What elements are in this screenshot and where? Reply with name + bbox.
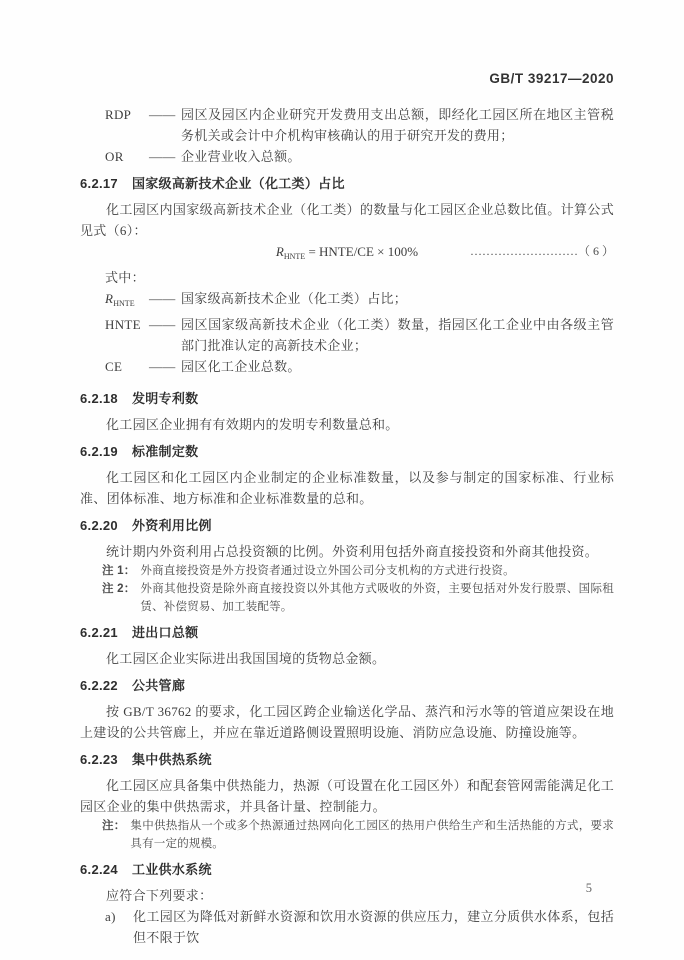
section-heading-6-2-21 [80, 624, 614, 642]
list-marker: a) [105, 909, 116, 924]
definition-dash: —— [149, 149, 176, 164]
section-paragraph: 化工园区应具备集中供热能力，热源（可设置在化工园区外）和配套管网需能满足化工园区企业的集中供热需求，并具备计量、控制能力。 [80, 778, 614, 814]
section-title: 外资利用比例 [131, 518, 212, 533]
standard-number-header: GB/T 39217—2020 [489, 71, 614, 86]
section-number: 6.2.24 [80, 862, 118, 877]
formula-leader-dots: ……………………… [469, 244, 578, 258]
note-row-1 [102, 562, 614, 580]
section-paragraph: 化工园区企业拥有有效期内的发明专利数量总和。 [106, 417, 399, 432]
section-paragraph: 按 GB/T 36762 的要求，化工园区跨企业输送化学品、蒸汽和污水等的管道应架设在地上建设的公共管廊上，并应在靠近道路侧设置照明设施、消防应急设施、防撞设施等。 [80, 704, 614, 740]
formula-number: （ 6 ） [577, 244, 614, 258]
note-text: 外商其他投资是除外商直接投资以外其他方式吸收的外资，主要包括对外发行股票、国际租赁、补偿贸易、加工装配等。 [140, 583, 614, 613]
definition-text: 园区及园区内企业研究开发费用支出总额，即经化工园区所在地区主管税务机关或会计中介机构审核确认的用于研究开发的费用； [181, 107, 614, 143]
section-paragraph: 化工园区和化工园区内企业制定的企业标准数量，以及参与制定的国家标准、行业标准、团体标准、地方标准和企业标准数量的总和。 [80, 470, 614, 506]
section-paragraph: 化工园区内国家级高新技术企业（化工类）的数量与化工园区企业总数比值。计算公式见式（6）： [80, 202, 614, 238]
section-number: 6.2.19 [80, 444, 118, 459]
list-item-a [105, 906, 614, 948]
definition-dash: —— [149, 107, 176, 122]
symbol-dash: —— [149, 359, 176, 374]
definition-row-or [105, 146, 614, 167]
note-text: 集中供热指从一个或多个热源通过热网向化工园区的热用户供给生产和生活热能的方式，要求具有一定的规模。 [130, 820, 614, 850]
symbol-definition: 园区化工企业总数。 [181, 359, 301, 374]
symbol-term [105, 288, 149, 314]
page-number: 5 [585, 881, 592, 895]
section-heading-6-2-24 [80, 861, 614, 879]
section-paragraph: 统计期内外资利用占总投资额的比例。外资利用包括外商直接投资和外商其他投资。 [106, 544, 599, 559]
symbol-row-rhnte [105, 288, 614, 314]
definition-text: 企业营业收入总额。 [181, 149, 301, 164]
note-label: 注 2： [102, 583, 136, 595]
section-heading-6-2-19 [80, 443, 614, 461]
note-text: 外商直接投资是外方投资者通过设立外国公司分支机构的方式进行投资。 [140, 565, 515, 577]
definition-term: OR [105, 149, 124, 164]
formula-where-label: 式中： [105, 270, 145, 285]
section-number: 6.2.20 [80, 518, 118, 533]
section-number: 6.2.18 [80, 391, 118, 406]
section-number: 6.2.23 [80, 752, 118, 767]
symbol-term [105, 356, 149, 382]
formula-6 [80, 241, 614, 267]
section-title: 标准制定数 [131, 444, 199, 459]
section-heading-6-2-22 [80, 677, 614, 695]
section-heading-6-2-20 [80, 517, 614, 535]
section-title: 工业供水系统 [131, 862, 212, 877]
section-number: 6.2.22 [80, 678, 118, 693]
definition-term: RDP [105, 107, 132, 122]
section-heading-6-2-18 [80, 390, 614, 408]
symbol-variable: R [105, 291, 114, 306]
symbol-variable: HNTE [105, 317, 141, 332]
definition-row-rdp [105, 104, 614, 146]
symbol-variable: CE [105, 359, 123, 374]
list-item-text: 化工园区为降低对新鲜水资源和饮用水资源的供应压力，建立分质供水体系，包括但不限于饮 [133, 909, 614, 945]
symbol-dash: —— [149, 317, 176, 332]
section-title: 进出口总额 [131, 625, 199, 640]
formula-subscript: HNTE [283, 252, 306, 261]
symbol-dash: —— [149, 291, 176, 306]
note-row-2 [102, 580, 614, 616]
section-number: 6.2.21 [80, 625, 118, 640]
formula-variable: R [275, 244, 284, 259]
section-title: 国家级高新技术企业（化工类）占比 [131, 176, 345, 191]
note-label: 注： [102, 820, 126, 832]
note-row [102, 817, 614, 853]
section-title: 发明专利数 [131, 391, 199, 406]
symbol-definition: 国家级高新技术企业（化工类）占比； [181, 291, 408, 306]
formula-equation-number [470, 241, 614, 262]
symbol-row-ce [105, 356, 614, 382]
section-heading-6-2-17 [80, 175, 614, 193]
section-paragraph: 应符合下列要求： [106, 888, 213, 903]
page-content [80, 70, 614, 948]
section-title: 公共管廊 [131, 678, 186, 693]
symbol-term [105, 314, 149, 356]
symbol-row-hnte [105, 314, 614, 356]
symbol-subscript: HNTE [113, 299, 135, 308]
note-label: 注 1： [102, 565, 136, 577]
formula-expression: = HNTE/CE × 100% [305, 244, 419, 259]
symbol-definition: 园区国家级高新技术企业（化工类）数量，指园区化工企业中由各级主管部门批准认定的高新技术企业； [181, 317, 614, 353]
section-number: 6.2.17 [80, 176, 118, 191]
section-title: 集中供热系统 [131, 752, 212, 767]
section-heading-6-2-23 [80, 751, 614, 769]
section-paragraph: 化工园区企业实际进出我国国境的货物总金额。 [106, 651, 386, 666]
